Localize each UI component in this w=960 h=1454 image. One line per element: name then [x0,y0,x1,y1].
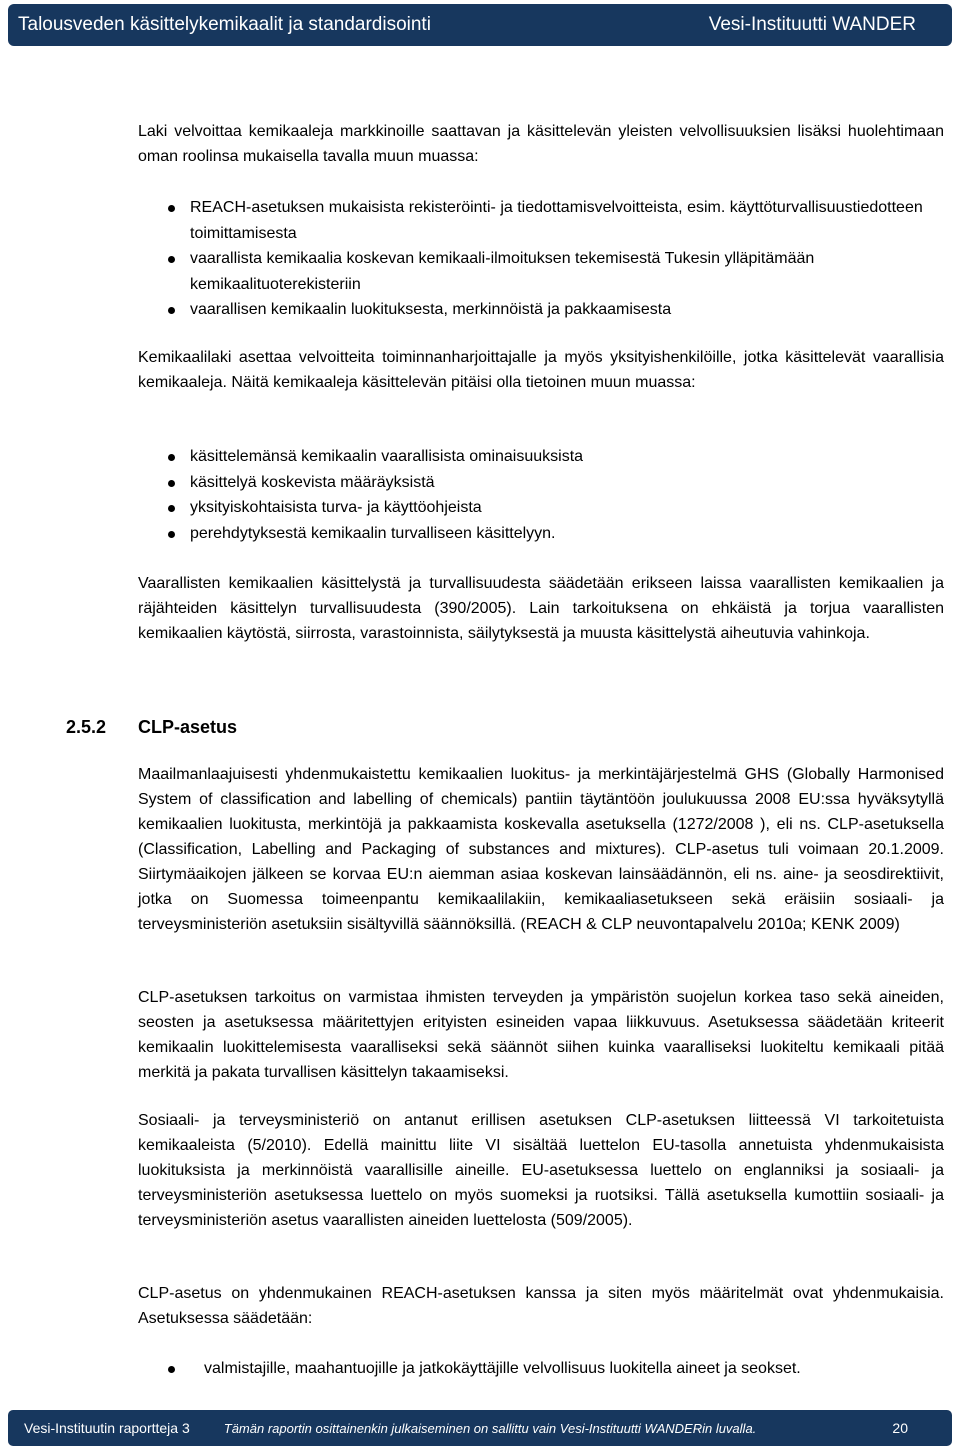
obligations-list [190,195,930,323]
list-item: yksityiskohtaisista turva- ja käyttöohjeista [190,495,930,521]
section-number: 2.5.2 [66,717,107,737]
page-header [8,4,952,46]
page-footer [8,1410,952,1446]
paragraph-ministry-decree: Sosiaali- ja terveysministeriö on antanut erillisen asetuksen CLP-asetuksen liitteessä VI tarkoitetuista kemikaaleista (5/2010). Edellä mainittu liite VI sisältää luettelon EU-tasolla annetuista yhdenmukaisista luokituksista ja merkinnöistä vaarallisille aineille. EU-asetuksessa luettelo on englanniksi ja sosiaali- ja terveysministeriön asetuksessa luettelo on myös suomeksi ja ruotsiksi. Tällä asetuksella kumottiin sosiaali- ja terveysministeriön asetus vaarallisten aineiden luettelosta (509/2005). [138,1112,944,1229]
paragraph-ghs: Maailmanlaajuisesti yhdenmukaistettu kemikaalien luokitus- ja merkintäjärjestelmä GHS (Globally Harmonised System of classification and labelling of chemicals) pantiin täytäntöön joulukuussa 2008 EU:ssa hyväksytyllä kemikaalien luokitusta, merkintöjä ja pakkaamista koskevalla asetuksella (1272/2008 ), eli ns. CLP-asetuksella (Classification, Labelling and Packaging of substances and mixtures). CLP-asetus tuli voimaan 20.1.2009. Siirtymäaikojen jälkeen se korvaa EU:n aiemman asiaa koskevan lainsäädännön, eli ns. aine- ja seosdirektiivit, jotka on Suomessa toimeenpantu kemikaalilakiin, kemikaaliasetukseen sekä eräisiin sosiaali- ja terveysministeriön asetuksiin sisältyvillä säännöksillä. (REACH & CLP neuvontapalvelu 2010a; KENK 2009) [138,766,944,933]
paragraph-clp-purpose: CLP-asetuksen tarkoitus on varmistaa ihmisten terveyden ja ympäristön suojelun korkea taso sekä aineiden, seosten ja asetuksessa määritettyjen erityisten esineiden vapaa liikkuvuus. Asetuksessa säädetään kriteerit kemikaalin luokittelemisesta vaaralliseksi sekä säännöt siihen kuinka vaaralliseksi luokiteltu kemikaali pitää merkitä ja pakata turvallisen käsittelyn takaamiseksi. [138,989,944,1081]
document-title: Talousveden käsittelykemikaalit ja standardisointi [18,14,431,35]
list-item: käsittelemänsä kemikaalin vaarallisista ominaisuuksista [190,444,930,470]
bullet-icon [168,531,175,538]
bullet-icon [168,1366,175,1373]
list-item: vaarallisen kemikaalin luokituksesta, merkinnöistä ja pakkaamisesta [190,297,930,323]
paragraph-intro: Laki velvoittaa kemikaaleja markkinoille saattavan ja käsittelevän yleisten velvollisuuksien lisäksi huolehtimaan oman roolinsa mukaisella tavalla muun muassa: [138,123,944,165]
publication-notice: Tämän raportin osittainenkin julkaiseminen on sallittu vain Vesi-Instituutti WANDERin luvalla. [223,1420,757,1436]
report-series: Vesi-Instituutin raportteja 3 [24,1420,190,1436]
bullet-icon [168,256,175,263]
bullet-icon [168,307,175,314]
awareness-list [190,444,930,546]
bullet-icon [168,454,175,461]
list-item: vaarallista kemikaalia koskevan kemikaali-ilmoituksen tekemisestä Tukesin ylläpitämään kemikaalituoterekisteriin [190,246,930,297]
clp-provisions-list [204,1356,944,1382]
list-item: REACH-asetuksen mukaisista rekisteröinti- ja tiedottamisvelvoitteista, esim. käyttöturvallisuustiedotteen toimittamisesta [190,195,930,246]
paragraph-clp-reach: CLP-asetus on yhdenmukainen REACH-asetuksen kanssa ja siten myös määritelmät ovat yhdenmukaisia. Asetuksessa säädetään: [138,1285,944,1327]
section-title: CLP-asetus [138,717,238,737]
bullet-icon [168,480,175,487]
paragraph-chemical-law: Kemikaalilaki asettaa velvoitteita toiminnanharjoittajalle ja myös yksityishenkilöille, jotka käsittelevät vaarallisia kemikaaleja. Näitä kemikaaleja käsittelevän pitäisi olla tietoinen muun muassa: [138,349,944,391]
page-number: 20 [892,1420,908,1436]
list-item: perehdytyksestä kemikaalin turvalliseen käsittelyyn. [190,521,930,547]
bullet-icon [168,205,175,212]
list-item: valmistajille, maahantuojille ja jatkokäyttäjille velvollisuus luokitella aineet ja seokset. [204,1356,944,1382]
organization-name: Vesi-Instituutti WANDER [708,14,916,35]
bullet-icon [168,505,175,512]
list-item: käsittelyä koskevista määräyksistä [190,470,930,496]
paragraph-dangerous-chemicals: Vaarallisten kemikaalien käsittelystä ja turvallisuudesta säädetään erikseen laissa vaarallisten kemikaalien ja räjähteiden käsittelyn turvallisuudesta (390/2005). Lain tarkoituksena on ehkäistä ja torjua vaarallisten kemikaalien käytöstä, siirrosta, varastoinnista, säilytyksestä ja muusta käsittelystä aiheutuvia vahinkoja. [138,575,944,642]
section-heading [66,715,237,739]
